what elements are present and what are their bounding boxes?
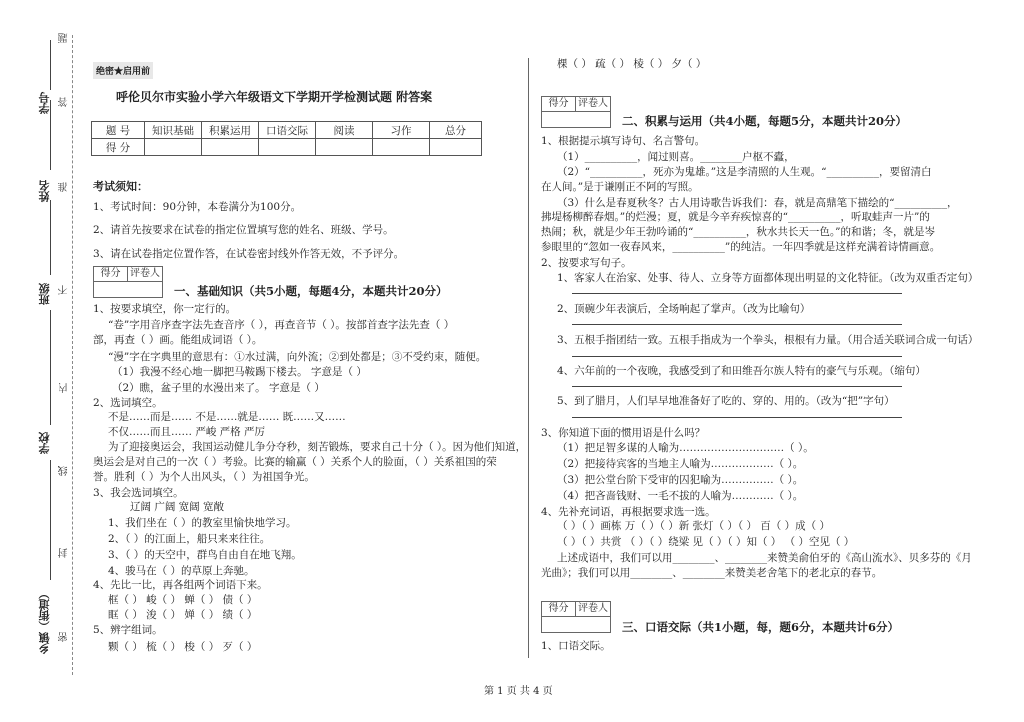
question-line: 参眼里的“忽如一夜春风来，__________”的纯洁。一年四季就是这样充满着诗情画意。 — [541, 241, 941, 253]
table-cell: 知识基础 — [145, 122, 202, 139]
score-input-cell[interactable] — [259, 139, 316, 156]
mark-char: 内 — [59, 383, 70, 393]
column-divider — [528, 58, 529, 658]
mark-char: 密 — [59, 632, 70, 642]
mark-char: 题 — [59, 33, 70, 43]
question-line: 部，再查（ ）画。能组成词语（ ）。 — [93, 334, 263, 346]
question-line: 奥运会是对自己的一次（ ）考验。比赛的输赢（ ）关系个人的脸面，（ ）关系祖国的荣 — [93, 456, 497, 468]
grader-reviewer-label: 评卷人 — [576, 97, 610, 112]
question-line: 棵（ ） 疏（ ） 棱（ ） 夕（ ） — [557, 58, 707, 70]
table-cell: 积累运用 — [202, 122, 259, 139]
table-cell: 习作 — [373, 122, 430, 139]
question-line: 在人间。”是于谦刚正不阿的写照。 — [541, 181, 699, 193]
grader-reviewer-label: 评卷人 — [128, 267, 162, 282]
field-line — [50, 100, 51, 170]
field-student-id: 学号 — [38, 92, 51, 114]
answer-line[interactable] — [572, 293, 902, 294]
grader-score-label: 得分 — [542, 602, 576, 617]
question-line: 4、先补充词语，再根据要求选一选。 — [541, 506, 716, 518]
grader-box — [541, 601, 611, 633]
page-footer: 第 1 页 共 4 页 — [484, 686, 553, 697]
field-line — [50, 460, 51, 580]
question-line: 5、辨字组词。 — [93, 624, 163, 636]
score-input-cell[interactable] — [202, 139, 259, 156]
question-line: 4、骏马在（ ）的草原上奔驰。 — [108, 565, 255, 577]
table-cell: 总分 — [430, 122, 482, 139]
mark-char: 封 — [59, 548, 70, 558]
question-line: 拂堤杨柳醉春烟。”的烂漫；夏，就是今辛弃疾惊喜的“__________，听取蛙声一片”的 — [541, 211, 930, 223]
grader-box — [541, 96, 611, 128]
notice-item: 1、考试时间：90分钟，本卷满分为100分。 — [93, 201, 302, 213]
question-line: （1）__________，闻过则喜。________户枢不蠹， — [557, 151, 795, 163]
mark-char: 答 — [59, 97, 70, 107]
exam-title: 呼伦贝尔市实验小学六年级语文下学期开学检测试题 附答案 — [116, 90, 433, 104]
question-line: 3、我会选词填空。 — [93, 487, 184, 499]
question-line: 2、（ ）的江面上，船只来来往往。 — [108, 533, 271, 545]
question-line: 眶（ ） 浚（ ） 婵（ ） 绩（ ） — [108, 609, 258, 621]
score-row — [92, 139, 482, 156]
score-input-cell[interactable] — [430, 139, 482, 156]
question-line: 3、你知道下面的惯用语是什么吗？ — [541, 427, 706, 439]
table-cell: 题 号 — [92, 122, 145, 139]
notice-item: 2、请首先按要求在试卷的指定位置填写您的姓名、班级、学号。 — [93, 224, 394, 236]
question-line: （ ）（ ）画栋 万（ ）（ ）新 张灯（ ）（ ） 百（ ）成（ ） — [557, 520, 830, 532]
section-1-title: 一、基础知识（共5小题，每题4分，本题共计20分） — [174, 284, 448, 298]
question-line: （3）把公堂台阶下受审的囚犯喻为……………（ ）。 — [557, 474, 804, 486]
score-header-row — [92, 122, 482, 139]
table-cell: 口语交际 — [259, 122, 316, 139]
question-line: 1、按要求填空，你一定行的。 — [93, 303, 237, 315]
question-line: 框（ ） 峻（ ） 蝉（ ） 债（ ） — [108, 594, 258, 606]
question-line: 上述成语中，我们可以用________、________来赞美俞伯牙的《高山流水》、贝多芬的《月 — [557, 552, 972, 564]
question-line: 1、我们坐在（ ）的教室里愉快地学习。 — [108, 517, 297, 529]
question-line: 热闹；秋，就是少年王勃吟诵的“__________，秋水共长天一色。”的和谐；冬，就是岑 — [541, 226, 935, 238]
table-cell: 阅读 — [316, 122, 373, 139]
binding-line — [72, 35, 73, 675]
question-line: （2）把接待宾客的当地主人喻为………………（ ）。 — [557, 458, 804, 470]
mark-char: 线 — [59, 466, 70, 476]
question-line: “卷”字用音序查字法先查音序（ ），再查音节（ ）。按部首查字法先查（ ） — [108, 319, 455, 331]
section-3-title: 三、口语交际（共1小题，每，题6分，本题共计6分） — [622, 620, 900, 634]
question-line: 颗（ ） 梳（ ） 梭（ ） 歹（ ） — [108, 641, 258, 653]
question-line: 2、选词填空。 — [93, 397, 163, 409]
field-student-id-line — [50, 40, 51, 90]
question-line: 2、按要求写句子。 — [541, 257, 632, 269]
grader-score-label: 得分 — [542, 97, 576, 112]
question-line: （2）瞧，盆子里的水漫出来了。 字意是（ ） — [112, 382, 325, 394]
answer-line[interactable] — [572, 324, 902, 325]
question-line: 1、客家人在治家、处事、待人、立身等方面都体现出明显的文化特征。（改为双重否定句） — [557, 272, 979, 284]
question-line: （1）我漫不经心地一脚把马鞍踢下楼去。 字意是（ ） — [112, 366, 367, 378]
section-2-title: 二、积累与运用（共4小题，每题5分，本题共计20分） — [622, 114, 908, 128]
field-school: 学校 — [38, 432, 51, 454]
score-input-cell[interactable] — [316, 139, 373, 156]
grader-reviewer-label: 评卷人 — [576, 602, 610, 617]
question-line: （4）把吝啬钱财、一毛不拔的人喻为…………（ ）。 — [557, 490, 804, 502]
score-input-cell[interactable] — [145, 139, 202, 156]
question-line: 誉。胜利（ ）为个人出风头，（ ）为祖国争光。 — [93, 471, 315, 483]
question-line: 2、顶碗少年表演后，全场响起了掌声。（改为比喻句） — [557, 303, 811, 315]
question-line: 5、到了腊月，人们早早地准备好了吃的、穿的、用的。（改为“把”字句） — [557, 395, 895, 407]
question-line: 辽阔 广阔 宽阔 宽敞 — [130, 501, 225, 513]
answer-line[interactable] — [572, 356, 902, 357]
question-line: “漫”字在字典里的意思有：①水过满，向外流；②到处都是；③不受约束，随便。 — [108, 351, 487, 363]
question-line: 光曲》；我们可以用________、________来赞美老舍笔下的老北京的春节。 — [541, 567, 883, 579]
question-line: 3、（ ）的天空中，群鸟自由自在地飞翔。 — [108, 549, 302, 561]
question-line: 不仅……而且…… 严峻 严格 严厉 — [108, 426, 266, 438]
field-line — [50, 200, 51, 275]
table-cell: 得 分 — [92, 139, 145, 156]
notice-title: 考试须知： — [93, 180, 148, 193]
answer-line[interactable] — [572, 386, 902, 387]
answer-line[interactable] — [572, 417, 902, 418]
question-line: 1、根据提示填写诗句、名言警句。 — [541, 135, 706, 147]
score-input-cell[interactable] — [373, 139, 430, 156]
mark-char: 准 — [59, 182, 70, 192]
question-line: 为了迎接奥运会，我国运动健儿争分夺秒，刻苦锻炼，要求自己十分（ ）。因为他们知道， — [108, 441, 527, 453]
grader-score-label: 得分 — [94, 267, 128, 282]
score-table — [91, 121, 482, 156]
notice-item: 3、请在试卷指定位置作答，在试卷密封线外作答无效，不予评分。 — [93, 248, 405, 260]
question-line: 不是……而是…… 不是……就是…… 既……又…… — [108, 411, 346, 423]
field-name: 姓名 — [38, 180, 51, 202]
question-line: （ ）（ ）共赏 （ ）（ ）绕梁 见（ ）（ ）知（ ） （ ）空见（ ） — [557, 536, 855, 548]
mark-char: 不 — [59, 285, 70, 295]
question-line: 1、口语交际。 — [541, 640, 611, 652]
field-class: 班级 — [38, 283, 51, 305]
question-line: 4、先比一比，再各组两个词语下来。 — [93, 579, 268, 591]
question-line: （2）“__________，死亦为鬼雄。”这是李清照的人生观。“__________，要留清白 — [557, 166, 932, 178]
secret-label: 绝密★启用前 — [93, 62, 153, 79]
grader-box — [93, 266, 163, 298]
field-township: 乡镇（街道） — [38, 588, 51, 654]
field-line — [50, 310, 51, 425]
question-line: 3、五根手指团结一致。五根手指成为一个拳头，根根有力量。（用合适关联词合成一句话） — [557, 334, 979, 346]
question-line: （3）什么是春夏秋冬？古人用诗歌告诉我们：春，就是高鼎笔下描绘的“__________， — [557, 197, 958, 209]
question-line: （1）把足智多谋的人喻为…………………………（ ）。 — [557, 442, 814, 454]
question-line: 4、六年前的一个夜晚，我感受到了和田维吾尔族人特有的豪气与乐观。（缩句） — [557, 365, 926, 377]
